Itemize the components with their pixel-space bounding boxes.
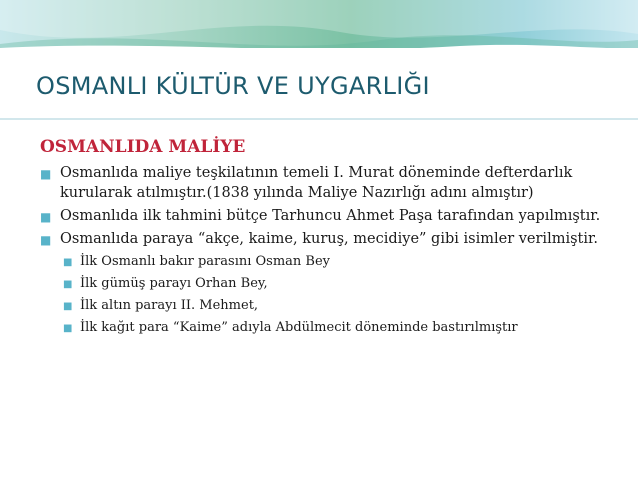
bullet-icon: ■ (63, 257, 73, 268)
sub-list-item (60, 275, 616, 293)
bullet-icon: ■ (40, 233, 52, 247)
bullet-icon: ■ (63, 279, 73, 290)
sub-list-item (60, 297, 616, 315)
bullet-icon: ■ (40, 210, 52, 224)
slide-content (36, 137, 616, 341)
sub-list-item (60, 253, 616, 271)
sub-bullet-text: İlk altın parayı II. Mehmet, (80, 298, 259, 313)
bullet-text: Osmanlıda maliye teşkilatının temeli I. Murat döneminde defterdarlık kurularak atılmıştır.(1838 yılında Maliye Nazırlığı adını almıştır) (60, 165, 573, 201)
slide-title: OSMANLI KÜLTÜR VE UYGARLIĞI (36, 72, 430, 100)
bullet-icon: ■ (63, 301, 73, 312)
bullet-list (36, 163, 616, 337)
sub-list-item (60, 319, 616, 337)
sub-bullet-text: İlk Osmanlı bakır parasını Osman Bey (80, 254, 331, 269)
list-item (36, 163, 616, 203)
sub-bullet-list (60, 253, 616, 337)
bullet-icon: ■ (40, 167, 52, 181)
decorative-wave-graphic (0, 0, 638, 60)
sub-bullet-text: İlk kağıt para “Kaime” adıyla Abdülmecit döneminde bastırılmıştır (80, 320, 518, 335)
section-heading: OSMANLIDA MALİYE (40, 137, 246, 157)
title-divider (0, 118, 638, 120)
list-item (36, 229, 616, 337)
sub-bullet-text: İlk gümüş parayı Orhan Bey, (80, 276, 268, 291)
bullet-text: Osmanlıda ilk tahmini bütçe Tarhuncu Ahmet Paşa tarafından yapılmıştır. (60, 208, 601, 224)
bullet-text: Osmanlıda paraya “akçe, kaime, kuruş, mecidiye” gibi isimler verilmiştir. (60, 231, 598, 247)
list-item (36, 206, 616, 226)
bullet-icon: ■ (63, 323, 73, 334)
